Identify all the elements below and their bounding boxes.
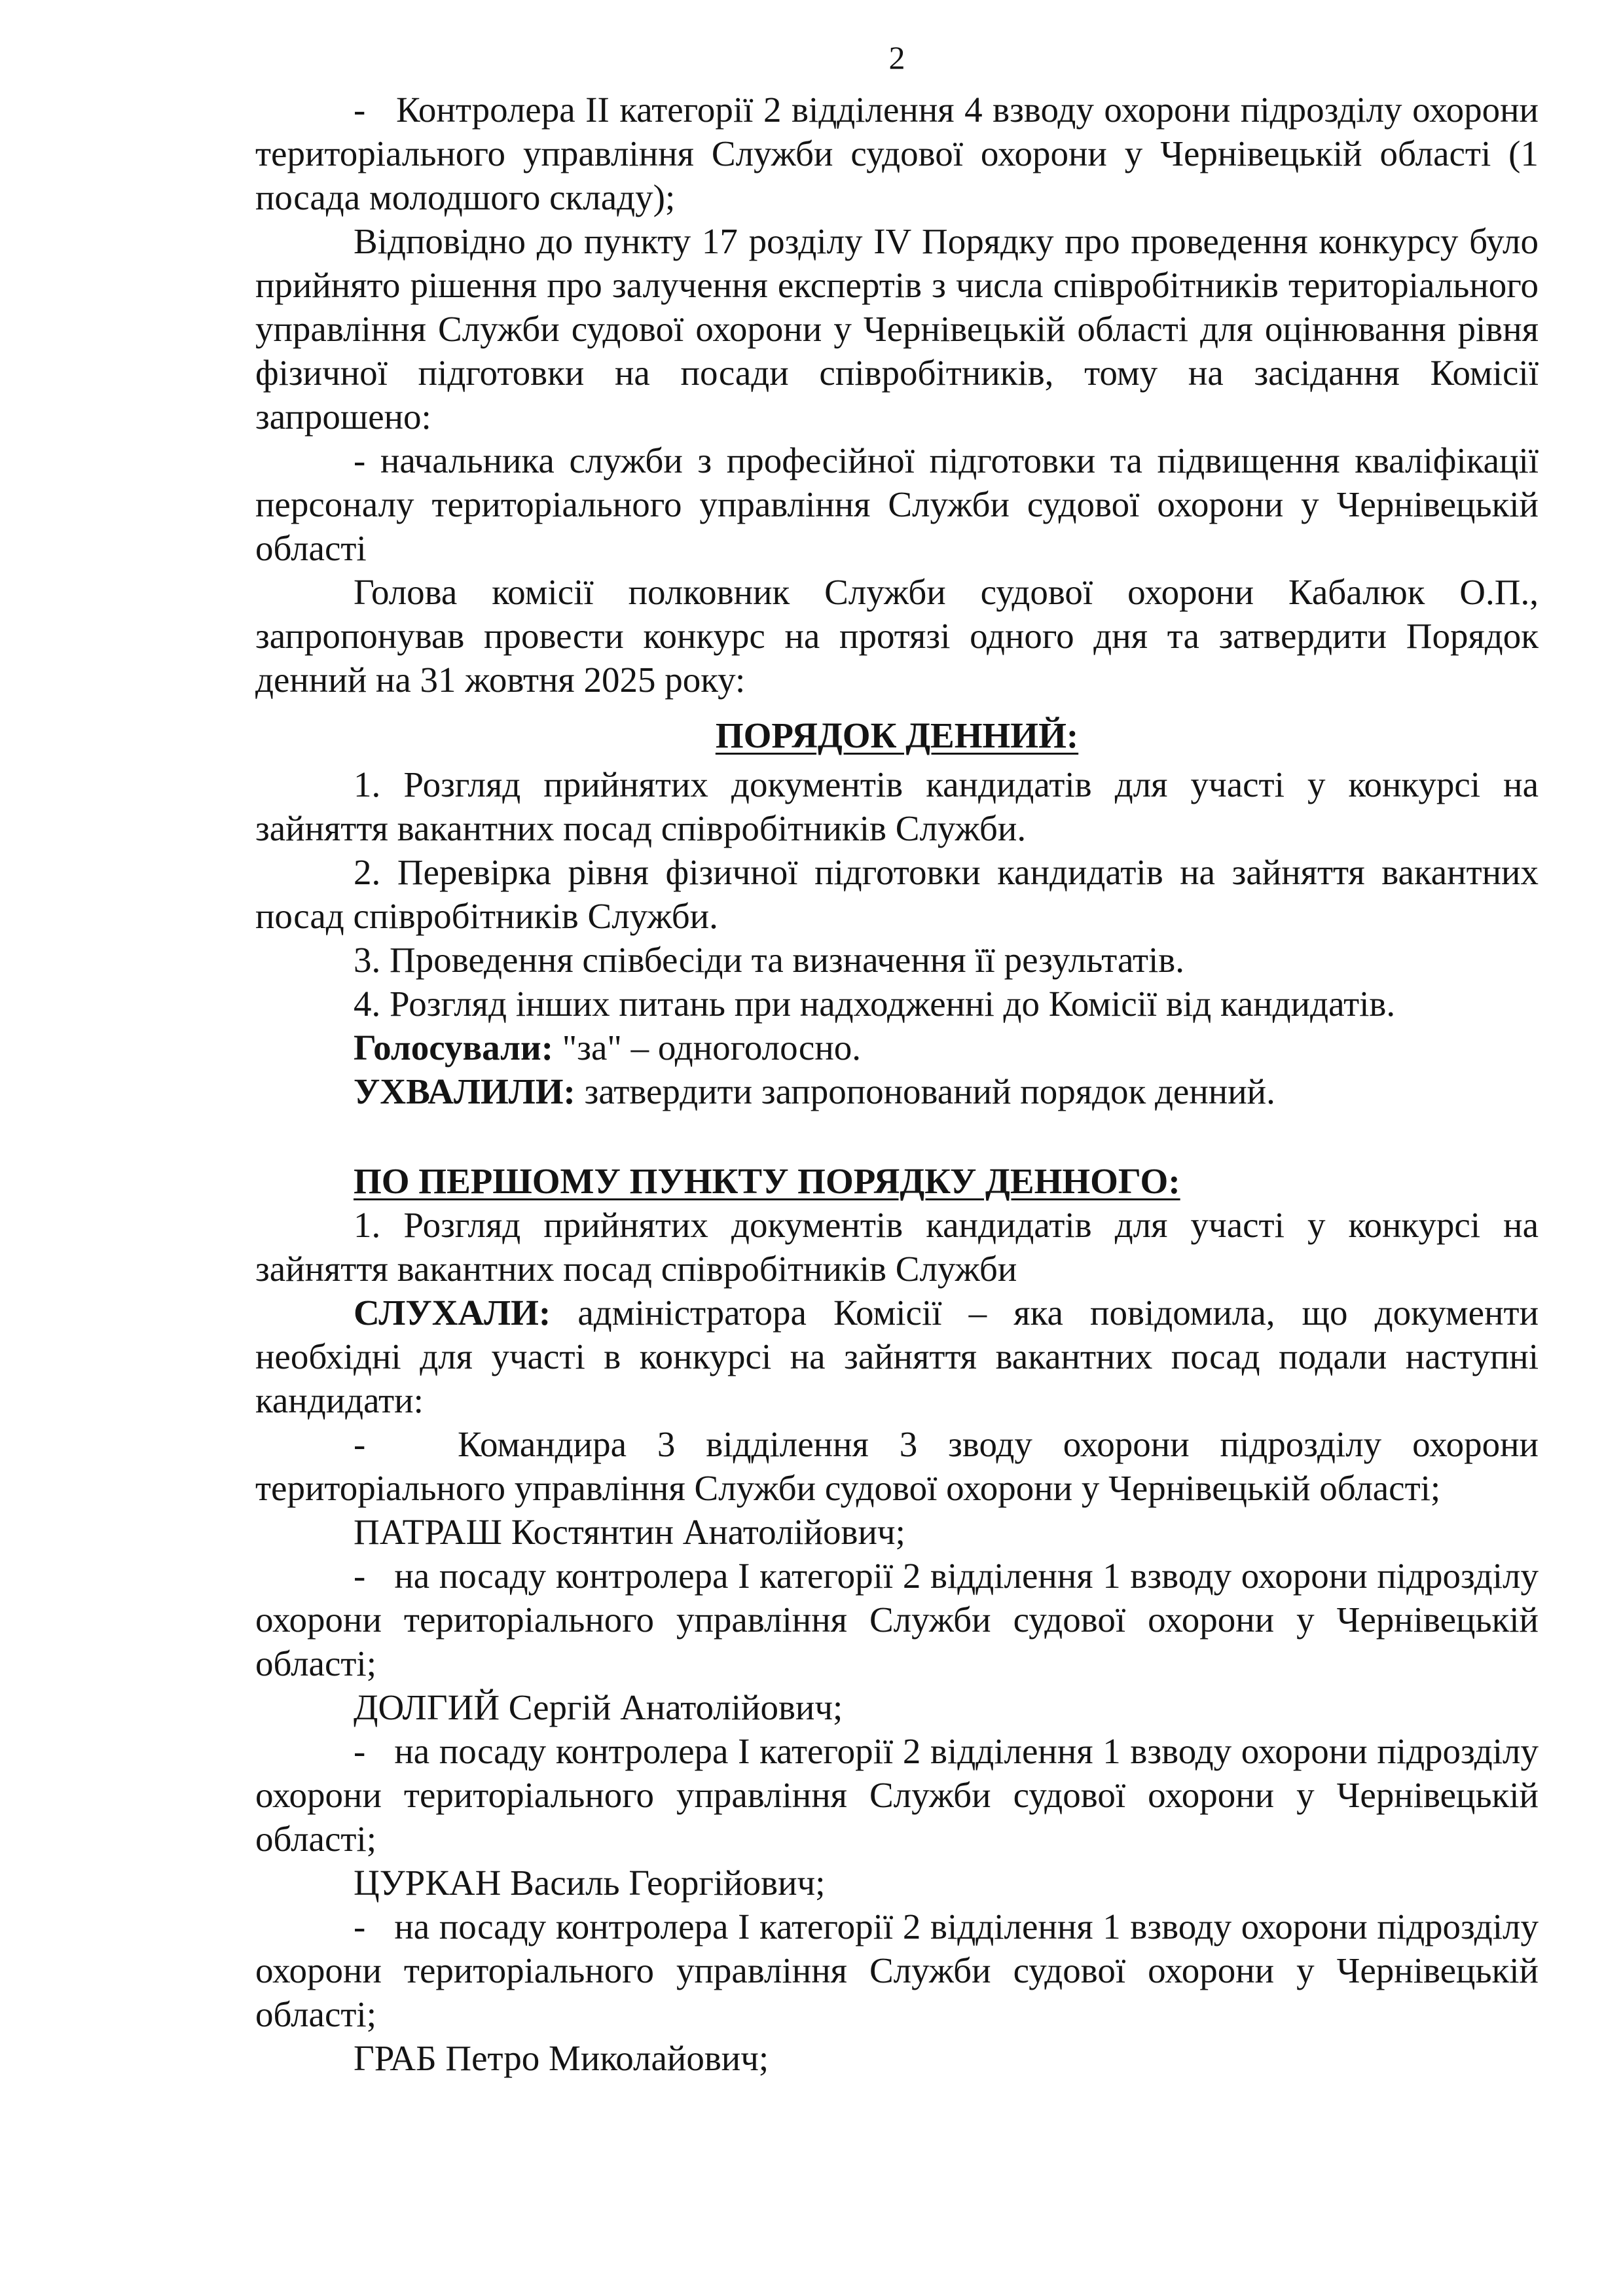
candidate-position-1: - Командира 3 відділення 3 зводу охорони підрозділу охорони територіального управління Служби судової охорони у Чернівецькій області; [255, 1424, 1539, 1508]
vote-result [255, 1026, 1539, 1069]
heard-paragraph [255, 1291, 1539, 1422]
agenda-item-2: 2. Перевірка рівня фізичної підготовки кандидатів на зайняття вакантних посад співробітників Служби. [255, 852, 1539, 936]
section-one-heading [255, 1159, 1539, 1203]
vote-text: "за" – одноголосно. [553, 1028, 862, 1067]
paragraph-head-proposal: Голова комісії полковник Служби судової охорони Кабалюк О.П., запропонував провести конкурс на протязі одного дня та затвердити Порядок денний на 31 жовтня 2025 року: [255, 572, 1539, 700]
paragraph-experts-decision: Відповідно до пункту 17 розділу IV Порядку про проведення конкурсу було прийнято рішення про залучення експертів з числа співробітників територіального управління Служби судової охорони у Чернівецькій області для оцінювання рівня фізичної підготовки на посади співробітників, тому на засідання Комісії запрошено: [255, 221, 1539, 437]
agenda-heading [255, 713, 1539, 757]
resolution-text: затвердити запропонований порядок денний. [575, 1071, 1275, 1111]
candidate-position-4: - на посаду контролера І категорії 2 відділення 1 взводу охорони підрозділу охорони територіального управління Служби судової охорони у Чернівецькій області; [255, 1907, 1539, 2034]
vote-label: Голосували: [354, 1028, 554, 1067]
section-one-item: 1. Розгляд прийнятих документів кандидатів для участі у конкурсі на зайняття вакантних посад співробітників Служби [255, 1205, 1539, 1289]
candidate-position-2: - на посаду контролера І категорії 2 відділення 1 взводу охорони підрозділу охорони територіального управління Служби судової охорони у Чернівецькій області; [255, 1556, 1539, 1683]
agenda-item-1: 1. Розгляд прийнятих документів кандидатів для участі у конкурсі на зайняття вакантних посад співробітників Служби. [255, 764, 1539, 848]
heard-label: СЛУХАЛИ: [354, 1293, 551, 1333]
candidate-name-3: ЦУРКАН Василь Георгійович; [354, 1863, 826, 1903]
candidate-name-1: ПАТРАШ Костянтин Анатолійович; [354, 1512, 905, 1552]
candidate-name-4: ГРАБ Петро Миколайович; [354, 2038, 769, 2078]
agenda-item-3: 3. Проведення співбесіди та визначення її результатів. [354, 940, 1184, 980]
paragraph-training-chief: - начальника служби з професійної підготовки та підвищення кваліфікації персоналу територіального управління Служби судової охорони у Чернівецькій області [255, 440, 1539, 568]
document-content [255, 36, 1539, 2080]
page-number: 2 [888, 39, 905, 76]
resolution [255, 1069, 1539, 1113]
paragraph-vacancy-controller: - Контролера ІІ категорії 2 відділення 4 взводу охорони підрозділу охорони територіального управління Служби судової охорони у Чернівецькій області (1 посада молодшого складу); [255, 90, 1539, 217]
resolution-label: УХВАЛИЛИ: [354, 1071, 575, 1111]
heard-text: адміністратора Комісії – яка повідомила, що документи необхідні для участі в конкурсі на зайняття вакантних посад подали наступні кандидати: [255, 1293, 1539, 1420]
agenda-item-4: 4. Розгляд інших питань при надходженні до Комісії від кандидатів. [354, 984, 1396, 1024]
candidate-position-3: - на посаду контролера І категорії 2 відділення 1 взводу охорони підрозділу охорони територіального управління Служби судової охорони у Чернівецькій області; [255, 1731, 1539, 1859]
candidate-name-2: ДОЛГИЙ Сергій Анатолійович; [354, 1687, 843, 1727]
section-one-heading-text: ПО ПЕРШОМУ ПУНКТУ ПОРЯДКУ ДЕННОГО: [354, 1161, 1180, 1201]
agenda-heading-text: ПОРЯДОК ДЕННИЙ: [715, 715, 1079, 755]
